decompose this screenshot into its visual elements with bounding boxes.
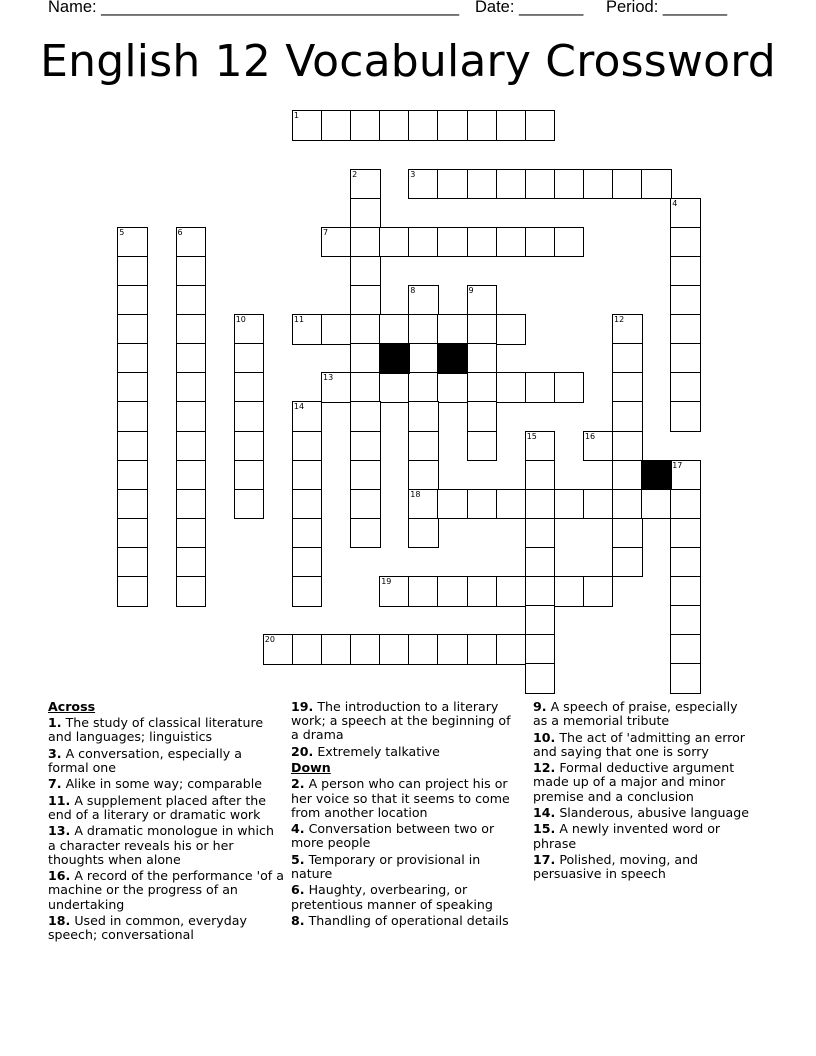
clue-item <box>533 806 755 820</box>
crossword-cell[interactable] <box>292 460 323 491</box>
clue-item <box>48 747 284 775</box>
clue-item <box>48 794 284 822</box>
clue-text: A person who can project his or her voice so that it seems to come from another location <box>291 776 510 820</box>
crossword-cell[interactable] <box>379 227 410 258</box>
crossword-cell[interactable] <box>234 431 265 462</box>
crossword-cell[interactable] <box>670 285 701 316</box>
crossword-cell[interactable] <box>176 431 207 462</box>
crossword-cell[interactable] <box>670 343 701 374</box>
crossword-cell[interactable] <box>350 256 381 287</box>
clue-number-label: 20. <box>291 743 314 759</box>
crossword-cell[interactable] <box>176 460 207 491</box>
clue-item <box>291 745 521 759</box>
crossword-cell[interactable] <box>467 314 498 345</box>
crossword-cell[interactable] <box>176 256 207 287</box>
crossword-cell[interactable] <box>670 401 701 432</box>
clue-item <box>48 824 284 867</box>
across-heading: Across <box>48 699 96 714</box>
crossword-cell[interactable] <box>525 372 556 403</box>
crossword-cell[interactable] <box>612 460 643 491</box>
crossword-cell[interactable] <box>234 401 265 432</box>
crossword-cell[interactable] <box>292 634 323 665</box>
crossword-cell[interactable] <box>350 401 381 432</box>
clue-text: A speech of praise, especially as a memorial tribute <box>533 699 738 729</box>
clue-item <box>291 822 521 850</box>
crossword-cell[interactable] <box>408 634 439 665</box>
clue-number-label: 8. <box>291 912 305 928</box>
crossword-cell[interactable] <box>350 110 381 141</box>
crossword-cell[interactable] <box>176 372 207 403</box>
clue-number-label: 14. <box>533 804 556 820</box>
crossword-cell[interactable] <box>467 169 498 200</box>
crossword-cell[interactable] <box>408 227 439 258</box>
crossword-cell[interactable] <box>554 576 585 607</box>
crossword-cell[interactable] <box>408 401 439 432</box>
crossword-cell[interactable] <box>117 460 148 491</box>
crossword-cell[interactable] <box>117 489 148 520</box>
clue-text: Thandling of operational details <box>304 912 509 928</box>
crossword-cell[interactable] <box>467 431 498 462</box>
crossword-cell[interactable] <box>496 372 527 403</box>
crossword-cell[interactable] <box>350 489 381 520</box>
crossword-cell[interactable] <box>467 634 498 665</box>
clue-number: 16 <box>584 431 596 441</box>
clues-column-3 <box>533 700 755 884</box>
crossword-cell[interactable] <box>525 576 556 607</box>
crossword-cell[interactable] <box>350 169 381 200</box>
crossword-cell[interactable] <box>292 431 323 462</box>
crossword-cell[interactable] <box>670 372 701 403</box>
crossword-cell[interactable] <box>670 605 701 636</box>
black-cell <box>437 343 468 374</box>
crossword-cell[interactable] <box>292 110 323 141</box>
crossword-cell[interactable] <box>437 372 468 403</box>
clue-text: The introduction to a literary work; a speech at the beginning of a drama <box>291 699 511 743</box>
crossword-cell[interactable] <box>612 314 643 345</box>
crossword-cell[interactable] <box>117 314 148 345</box>
crossword-cell[interactable] <box>350 518 381 549</box>
crossword-cell[interactable] <box>525 605 556 636</box>
crossword-cell[interactable] <box>525 110 556 141</box>
crossword-cell[interactable] <box>525 460 556 491</box>
clue-text: The study of classical literature and languages; linguistics <box>48 715 264 745</box>
crossword-cell[interactable] <box>670 489 701 520</box>
crossword-cell[interactable] <box>641 489 672 520</box>
clue-number: 8 <box>410 286 416 295</box>
crossword-cell[interactable] <box>350 372 381 403</box>
clue-item <box>533 761 755 804</box>
clue-item <box>533 822 755 850</box>
crossword-cell[interactable] <box>612 169 643 200</box>
crossword-cell[interactable] <box>408 169 439 200</box>
crossword-cell[interactable] <box>408 343 439 374</box>
clues-column-2 <box>291 700 521 930</box>
crossword-cell[interactable] <box>467 343 498 374</box>
crossword-cell[interactable] <box>350 285 381 316</box>
clue-text: Temporary or provisional in nature <box>291 851 481 881</box>
crossword-cell[interactable] <box>292 401 323 432</box>
crossword-cell[interactable] <box>117 285 148 316</box>
crossword-cell[interactable] <box>350 460 381 491</box>
clue-text: A dramatic monologue in which a character reveals his or her thoughts when alone <box>48 823 274 867</box>
crossword-cell[interactable] <box>176 401 207 432</box>
crossword-cell[interactable] <box>292 576 323 607</box>
clue-number: 15 <box>526 431 537 441</box>
clue-number-label: 11. <box>48 792 71 808</box>
clue-text: Conversation between two or more people <box>291 821 495 851</box>
clue-item <box>291 914 521 928</box>
crossword-cell[interactable] <box>117 227 148 258</box>
clue-number-label: 19. <box>291 699 314 714</box>
crossword-cell[interactable] <box>408 110 439 141</box>
crossword-cell[interactable] <box>525 518 556 549</box>
crossword-cell[interactable] <box>670 663 701 694</box>
crossword-cell[interactable] <box>525 169 556 200</box>
crossword-cell[interactable] <box>176 285 207 316</box>
clue-number-label: 1. <box>48 715 62 731</box>
crossword-cell[interactable] <box>117 576 148 607</box>
name-field[interactable]: Name: _______________________________________ <box>48 0 460 16</box>
crossword-cell[interactable] <box>408 518 439 549</box>
crossword-cell[interactable] <box>670 314 701 345</box>
crossword-cell[interactable] <box>554 489 585 520</box>
clue-number-label: 13. <box>48 823 71 839</box>
clue-number: 5 <box>119 227 125 237</box>
crossword-cell[interactable] <box>670 227 701 258</box>
crossword-cell[interactable] <box>321 634 352 665</box>
clue-number-label: 15. <box>533 821 556 837</box>
clue-number: 9 <box>468 286 474 295</box>
crossword-cell[interactable] <box>234 460 265 491</box>
crossword-cell[interactable] <box>437 634 468 665</box>
crossword-cell[interactable] <box>437 227 468 258</box>
crossword-cell[interactable] <box>467 401 498 432</box>
clue-text: The act of 'admitting an error and saying that one is sorry <box>533 729 745 759</box>
clue-number-label: 9. <box>533 699 547 714</box>
crossword-cell[interactable] <box>583 431 614 462</box>
crossword-cell[interactable] <box>525 431 556 462</box>
crossword-cell[interactable] <box>583 489 614 520</box>
crossword-cell[interactable] <box>670 576 701 607</box>
crossword-cell[interactable] <box>554 169 585 200</box>
crossword-cell[interactable] <box>176 227 207 258</box>
clue-item <box>291 883 521 911</box>
crossword-cell[interactable] <box>496 489 527 520</box>
crossword-cell[interactable] <box>612 343 643 374</box>
crossword-cell[interactable] <box>612 431 643 462</box>
crossword-cell[interactable] <box>176 547 207 578</box>
crossword-cell[interactable] <box>321 227 352 258</box>
crossword-cell[interactable] <box>292 314 323 345</box>
clue-item <box>533 731 755 759</box>
crossword-cell[interactable] <box>234 372 265 403</box>
crossword-cell[interactable] <box>117 401 148 432</box>
crossword-cell[interactable] <box>117 431 148 462</box>
clue-number: 3 <box>410 169 416 179</box>
clue-text: A newly invented word or phrase <box>533 821 721 851</box>
clue-text: Extremely talkative <box>313 743 440 759</box>
clue-number: 7 <box>323 227 329 237</box>
page-title: English 12 Vocabulary Crossword <box>40 36 776 87</box>
black-cell <box>379 343 410 374</box>
crossword-cell[interactable] <box>292 547 323 578</box>
crossword-cell[interactable] <box>350 634 381 665</box>
crossword-cell[interactable] <box>467 227 498 258</box>
clue-number-label: 16. <box>48 868 71 884</box>
crossword-cell[interactable] <box>670 547 701 578</box>
crossword-cell[interactable] <box>437 110 468 141</box>
black-cell <box>641 460 672 491</box>
crossword-cell[interactable] <box>467 372 498 403</box>
crossword-cell[interactable] <box>117 343 148 374</box>
crossword-cell[interactable] <box>554 227 585 258</box>
crossword-cell[interactable] <box>612 372 643 403</box>
crossword-cell[interactable] <box>350 431 381 462</box>
crossword-cell[interactable] <box>437 576 468 607</box>
crossword-cell[interactable] <box>117 518 148 549</box>
clue-number: 12 <box>614 315 625 325</box>
crossword-cell[interactable] <box>117 547 148 578</box>
clue-number: 20 <box>264 635 275 645</box>
crossword-cell[interactable] <box>321 110 352 141</box>
clue-number-label: 3. <box>48 745 62 761</box>
crossword-cell[interactable] <box>350 314 381 345</box>
crossword-cell[interactable] <box>408 314 439 345</box>
crossword-cell[interactable] <box>263 634 294 665</box>
crossword-cell[interactable] <box>176 343 207 374</box>
clue-text: A conversation, especially a formal one <box>48 745 242 775</box>
crossword-cell[interactable] <box>612 489 643 520</box>
crossword-cell[interactable] <box>467 576 498 607</box>
clue-item <box>48 869 284 912</box>
clues-column-1 <box>48 700 284 945</box>
crossword-cell[interactable] <box>670 634 701 665</box>
clue-number: 11 <box>293 315 305 325</box>
crossword-cell[interactable] <box>117 256 148 287</box>
period-field[interactable]: Period: _______ <box>606 0 728 16</box>
clue-item <box>533 853 755 881</box>
crossword-cell[interactable] <box>612 547 643 578</box>
crossword-cell[interactable] <box>379 576 410 607</box>
crossword-cell[interactable] <box>234 314 265 345</box>
crossword-cell[interactable] <box>525 634 556 665</box>
clue-text: Slanderous, abusive language <box>555 804 749 820</box>
crossword-cell[interactable] <box>612 518 643 549</box>
clue-number-label: 18. <box>48 912 71 928</box>
crossword-cell[interactable] <box>496 227 527 258</box>
crossword-cell[interactable] <box>350 198 381 229</box>
crossword-cell[interactable] <box>437 169 468 200</box>
clue-number: 17 <box>672 460 683 470</box>
clue-number: 10 <box>235 315 246 325</box>
clue-number-label: 12. <box>533 760 556 776</box>
crossword-cell[interactable] <box>437 489 468 520</box>
clue-item <box>291 700 521 743</box>
crossword-cell[interactable] <box>670 518 701 549</box>
clue-number: 13 <box>323 373 334 383</box>
crossword-cell[interactable] <box>176 489 207 520</box>
crossword-cell[interactable] <box>525 663 556 694</box>
crossword-cell[interactable] <box>467 489 498 520</box>
clue-number-label: 4. <box>291 821 305 837</box>
clue-text: A record of the performance 'of a machine or the progress of an undertaking <box>48 868 284 912</box>
clue-number: 1 <box>293 111 299 121</box>
clue-item <box>48 716 284 744</box>
clue-item <box>48 777 284 791</box>
clue-number-label: 2. <box>291 776 305 792</box>
clue-number: 18 <box>410 489 421 499</box>
crossword-cell[interactable] <box>321 372 352 403</box>
crossword-cell[interactable] <box>525 489 556 520</box>
crossword-cell[interactable] <box>525 547 556 578</box>
clue-item <box>291 777 521 820</box>
clue-number-label: 17. <box>533 851 556 867</box>
crossword-cell[interactable] <box>292 518 323 549</box>
crossword-cell[interactable] <box>408 460 439 491</box>
crossword-cell[interactable] <box>670 460 701 491</box>
crossword-cell[interactable] <box>525 227 556 258</box>
crossword-cell[interactable] <box>641 169 672 200</box>
crossword-cell[interactable] <box>117 372 148 403</box>
crossword-cell[interactable] <box>583 576 614 607</box>
crossword-cell[interactable] <box>467 110 498 141</box>
crossword-cell[interactable] <box>496 634 527 665</box>
crossword-cell[interactable] <box>670 198 701 229</box>
clue-text: A supplement placed after the end of a literary or dramatic work <box>48 792 266 822</box>
clue-number: 4 <box>672 198 678 208</box>
date-field[interactable]: Date: _______ <box>475 0 584 16</box>
clue-number: 6 <box>177 227 183 237</box>
crossword-cell[interactable] <box>292 489 323 520</box>
clue-number: 14 <box>293 402 305 412</box>
crossword-cell[interactable] <box>408 431 439 462</box>
crossword-cell[interactable] <box>437 314 468 345</box>
clue-number-label: 5. <box>291 851 305 867</box>
crossword-cell[interactable] <box>670 256 701 287</box>
crossword-cell[interactable] <box>583 169 614 200</box>
clue-text: Alike in some way; comparable <box>61 776 263 792</box>
clue-number: 2 <box>352 169 358 179</box>
crossword-cell[interactable] <box>176 518 207 549</box>
crossword-cell[interactable] <box>408 372 439 403</box>
crossword-cell[interactable] <box>408 285 439 316</box>
clue-number-label: 10. <box>533 729 556 745</box>
down-heading: Down <box>291 760 331 776</box>
clue-item <box>291 853 521 881</box>
crossword-cell[interactable] <box>321 314 352 345</box>
crossword-cell[interactable] <box>496 110 527 141</box>
clue-number-label: 7. <box>48 776 62 792</box>
crossword-cell[interactable] <box>234 489 265 520</box>
clue-number-label: 6. <box>291 882 305 898</box>
clue-item <box>48 914 284 942</box>
crossword-cell[interactable] <box>496 576 527 607</box>
crossword-cell[interactable] <box>612 401 643 432</box>
clue-text: Used in common, everyday speech; conversational <box>48 912 247 943</box>
clue-text: Formal deductive argument made up of a major and minor premise and a conclusion <box>533 760 735 804</box>
crossword-cell[interactable] <box>379 372 410 403</box>
clue-text: Polished, moving, and persuasive in speech <box>533 851 699 882</box>
crossword-cell[interactable] <box>379 634 410 665</box>
crossword-cell[interactable] <box>234 343 265 374</box>
crossword-cell[interactable] <box>350 227 381 258</box>
crossword-cell[interactable] <box>176 314 207 345</box>
crossword-cell[interactable] <box>176 576 207 607</box>
clue-number: 19 <box>381 577 392 586</box>
crossword-cell[interactable] <box>496 169 527 200</box>
crossword-cell[interactable] <box>408 576 439 607</box>
crossword-cell[interactable] <box>467 285 498 316</box>
crossword-cell[interactable] <box>379 314 410 345</box>
crossword-cell[interactable] <box>554 372 585 403</box>
crossword-cell[interactable] <box>408 489 439 520</box>
crossword-cell[interactable] <box>496 314 527 345</box>
crossword-cell[interactable] <box>350 343 381 374</box>
crossword-cell[interactable] <box>379 110 410 141</box>
clue-text: Haughty, overbearing, or pretentious manner of speaking <box>291 882 493 912</box>
clue-item <box>533 700 755 728</box>
